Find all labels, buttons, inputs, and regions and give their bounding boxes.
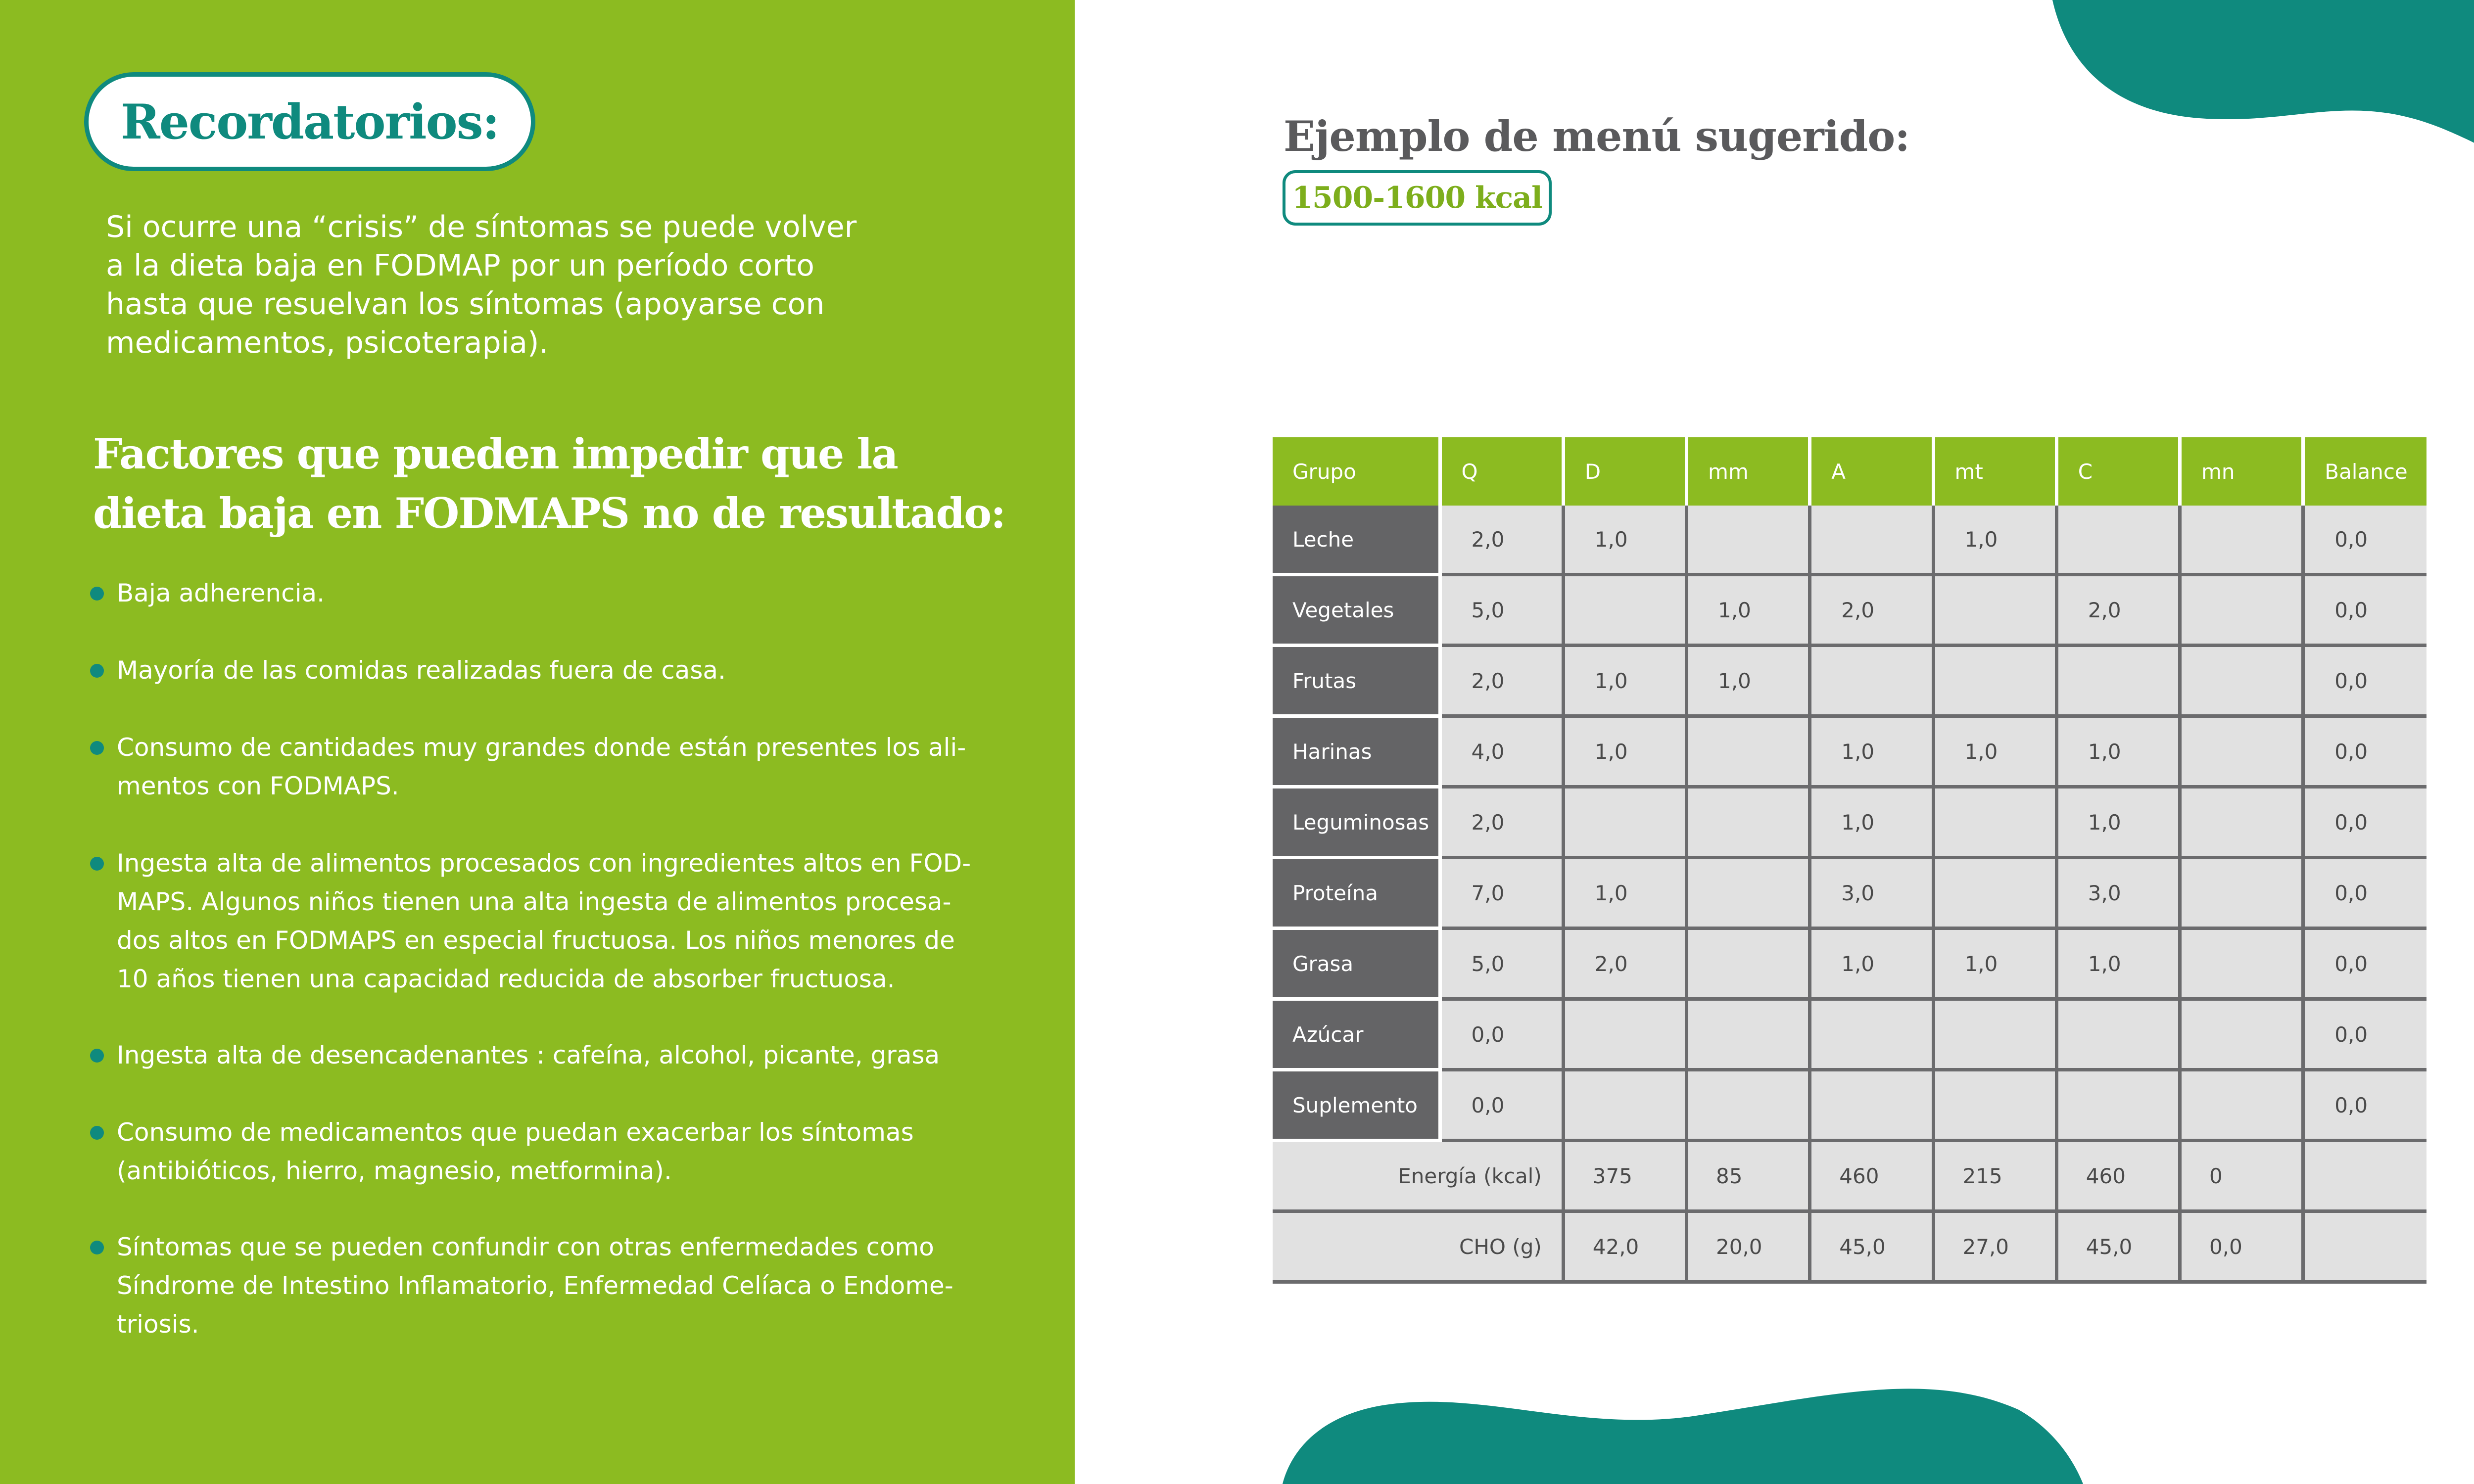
- totals-cell: 460: [1810, 1141, 1933, 1211]
- table-cell: [1687, 716, 1810, 787]
- table-row: [1273, 575, 2426, 646]
- table-cell: 1,0: [1810, 787, 1933, 858]
- menu-title: Ejemplo de menú sugerido:: [1284, 112, 1910, 161]
- table-header-row: [1273, 437, 2426, 506]
- menu-exchange-table: [1273, 437, 2426, 1284]
- column-header: Balance: [2303, 437, 2426, 506]
- column-header: Grupo: [1273, 437, 1440, 506]
- table-cell: [1933, 575, 2056, 646]
- bullet-line: Ingesta alta de desencadenantes : cafeína, alcohol, picante, grasa: [117, 1041, 940, 1069]
- table-cell: 1,0: [1563, 716, 1686, 787]
- table-cell: [2180, 928, 2303, 999]
- table-cell: [2180, 575, 2303, 646]
- reminders-badge: [84, 72, 535, 171]
- table-cell: 0,0: [2303, 716, 2426, 787]
- table-row: [1273, 787, 2426, 858]
- totals-cell: [2303, 1141, 2426, 1211]
- table-cell: 2,0: [2056, 575, 2180, 646]
- bullet-dot-icon: [90, 857, 104, 871]
- reminder-line: a la dieta baja en FODMAP por un período corto: [106, 248, 814, 283]
- totals-cell: 0: [2180, 1141, 2303, 1211]
- bullet-line: triosis.: [117, 1310, 199, 1339]
- table-cell: 0,0: [2303, 858, 2426, 928]
- table-cell: [2180, 646, 2303, 716]
- totals-row: [1273, 1141, 2426, 1211]
- table-cell: [1933, 646, 2056, 716]
- table-cell: 2,0: [1563, 928, 1686, 999]
- table-cell: 5,0: [1440, 928, 1563, 999]
- totals-cell: 460: [2056, 1141, 2180, 1211]
- totals-cell: 375: [1563, 1141, 1686, 1211]
- food-group-cell: Suplemento: [1273, 1070, 1440, 1141]
- column-header: C: [2056, 437, 2180, 506]
- table-cell: [1810, 646, 1933, 716]
- bullet-line: Consumo de cantidades muy grandes donde están presentes los ali-: [117, 733, 966, 762]
- column-header: mm: [1687, 437, 1810, 506]
- table-cell: [2056, 506, 2180, 575]
- reminder-line: Si ocurre una “crisis” de síntomas se puede volver: [106, 210, 857, 244]
- table-cell: [1563, 787, 1686, 858]
- bullet-dot-icon: [90, 1241, 104, 1254]
- reminder-line: hasta que resuelvan los síntomas (apoyarse con: [106, 287, 825, 322]
- kcal-badge: [1283, 170, 1552, 226]
- table-cell: [2180, 506, 2303, 575]
- table-cell: 0,0: [2303, 646, 2426, 716]
- table-cell: [1810, 1070, 1933, 1141]
- bullet-line: mentos con FODMAPS.: [117, 772, 399, 800]
- table-row: [1273, 646, 2426, 716]
- table-cell: 1,0: [1563, 646, 1686, 716]
- totals-label: CHO (g): [1273, 1211, 1563, 1282]
- table-row: [1273, 928, 2426, 999]
- reminder-paragraph: [106, 208, 947, 362]
- bullet-dot-icon: [90, 664, 104, 678]
- table-cell: [1687, 787, 1810, 858]
- table-row: [1273, 1070, 2426, 1141]
- column-header: D: [1563, 437, 1686, 506]
- table-cell: [1563, 1070, 1686, 1141]
- table-cell: 0,0: [1440, 999, 1563, 1070]
- food-group-cell: Vegetales: [1273, 575, 1440, 646]
- table-cell: [1687, 1070, 1810, 1141]
- totals-cell: 0,0: [2180, 1211, 2303, 1282]
- totals-cell: 27,0: [1933, 1211, 2056, 1282]
- table-cell: [2180, 999, 2303, 1070]
- table-cell: [2056, 999, 2180, 1070]
- factors-heading-line: Factores que pueden impedir que la: [93, 429, 898, 478]
- table-cell: [1687, 999, 1810, 1070]
- bottom-wave-shape: [1283, 1389, 2083, 1484]
- table-cell: 1,0: [1687, 575, 1810, 646]
- totals-cell: [2303, 1211, 2426, 1282]
- table-cell: 3,0: [2056, 858, 2180, 928]
- table-row: [1273, 858, 2426, 928]
- table-cell: [1687, 928, 1810, 999]
- table-cell: [2180, 1070, 2303, 1141]
- table-cell: [1687, 506, 1810, 575]
- table-cell: 4,0: [1440, 716, 1563, 787]
- table-cell: [1933, 1070, 2056, 1141]
- table-cell: [1563, 575, 1686, 646]
- totals-label: Energía (kcal): [1273, 1141, 1563, 1211]
- table-cell: [1933, 999, 2056, 1070]
- table-cell: 1,0: [1563, 858, 1686, 928]
- bullet-line: 10 años tienen una capacidad reducida de absorber fructuosa.: [117, 965, 895, 993]
- table-cell: [1687, 858, 1810, 928]
- table-cell: 0,0: [2303, 1070, 2426, 1141]
- table-cell: 1,0: [2056, 928, 2180, 999]
- table-cell: 0,0: [2303, 999, 2426, 1070]
- totals-cell: 20,0: [1687, 1211, 1810, 1282]
- table-cell: [1810, 506, 1933, 575]
- table-row: [1273, 999, 2426, 1070]
- table-cell: 2,0: [1440, 506, 1563, 575]
- table-cell: 0,0: [2303, 506, 2426, 575]
- food-group-cell: Azúcar: [1273, 999, 1440, 1070]
- table-cell: 1,0: [1687, 646, 1810, 716]
- food-group-cell: Harinas: [1273, 716, 1440, 787]
- table-cell: 1,0: [1933, 716, 2056, 787]
- table-cell: 0,0: [2303, 575, 2426, 646]
- factors-heading-line: dieta baja en FODMAPS no de resultado:: [93, 489, 1005, 538]
- food-group-cell: Leche: [1273, 506, 1440, 575]
- table-cell: 1,0: [1933, 506, 2056, 575]
- table-cell: 1,0: [2056, 716, 2180, 787]
- table-cell: 0,0: [2303, 787, 2426, 858]
- bullet-line: MAPS. Algunos niños tienen una alta ingesta de alimentos procesa-: [117, 887, 952, 916]
- bullet-line: Síndrome de Intestino Inflamatorio, Enfermedad Celíaca o Endome-: [117, 1271, 953, 1300]
- factors-heading: [93, 424, 1033, 543]
- table-cell: [1933, 787, 2056, 858]
- table-cell: 7,0: [1440, 858, 1563, 928]
- totals-row: [1273, 1211, 2426, 1282]
- table-cell: [2056, 1070, 2180, 1141]
- bullet-dot-icon: [90, 741, 104, 755]
- table-cell: [1810, 999, 1933, 1070]
- column-header: A: [1810, 437, 1933, 506]
- bullet-line: Consumo de medicamentos que puedan exacerbar los síntomas: [117, 1118, 914, 1147]
- totals-cell: 45,0: [1810, 1211, 1933, 1282]
- food-group-cell: Leguminosas: [1273, 787, 1440, 858]
- table-cell: 0,0: [2303, 928, 2426, 999]
- table-cell: [2056, 646, 2180, 716]
- table-cell: 2,0: [1440, 787, 1563, 858]
- bullet-line: Síntomas que se pueden confundir con otras enfermedades como: [117, 1233, 934, 1261]
- table-cell: [1933, 858, 2056, 928]
- column-header: mn: [2180, 437, 2303, 506]
- column-header: mt: [1933, 437, 2056, 506]
- column-header: Q: [1440, 437, 1563, 506]
- kcal-label: 1500-1600 kcal: [1292, 181, 1542, 215]
- bullet-line: Mayoría de las comidas realizadas fuera de casa.: [117, 656, 726, 685]
- table-cell: [1563, 999, 1686, 1070]
- reminders-title: Recordatorios:: [120, 93, 499, 150]
- table-cell: 1,0: [1810, 928, 1933, 999]
- food-group-cell: Grasa: [1273, 928, 1440, 999]
- totals-cell: 45,0: [2056, 1211, 2180, 1282]
- table-cell: 0,0: [1440, 1070, 1563, 1141]
- table-cell: 2,0: [1810, 575, 1933, 646]
- food-group-cell: Proteína: [1273, 858, 1440, 928]
- reminder-line: medicamentos, psicoterapia).: [106, 325, 549, 360]
- table-row: [1273, 506, 2426, 575]
- bullet-dot-icon: [90, 1049, 104, 1063]
- table-cell: 1,0: [2056, 787, 2180, 858]
- bullet-line: (antibióticos, hierro, magnesio, metformina).: [117, 1157, 672, 1185]
- totals-cell: 42,0: [1563, 1211, 1686, 1282]
- table-row: [1273, 716, 2426, 787]
- bullet-line: Baja adherencia.: [117, 579, 325, 607]
- food-group-cell: Frutas: [1273, 646, 1440, 716]
- table-cell: [2180, 787, 2303, 858]
- table-cell: 3,0: [1810, 858, 1933, 928]
- table-cell: [2180, 858, 2303, 928]
- bullet-dot-icon: [90, 1126, 104, 1140]
- totals-cell: 85: [1687, 1141, 1810, 1211]
- bullet-dot-icon: [90, 587, 104, 601]
- table-cell: 1,0: [1810, 716, 1933, 787]
- bullet-line: dos altos en FODMAPS en especial fructuosa. Los niños menores de: [117, 926, 955, 955]
- table-cell: 5,0: [1440, 575, 1563, 646]
- totals-cell: 215: [1933, 1141, 2056, 1211]
- table-cell: 2,0: [1440, 646, 1563, 716]
- top-wave-shape: [2052, 0, 2474, 204]
- table-cell: [2180, 716, 2303, 787]
- table-cell: 1,0: [1563, 506, 1686, 575]
- bullet-line: Ingesta alta de alimentos procesados con ingredientes altos en FOD-: [117, 849, 971, 878]
- table-cell: 1,0: [1933, 928, 2056, 999]
